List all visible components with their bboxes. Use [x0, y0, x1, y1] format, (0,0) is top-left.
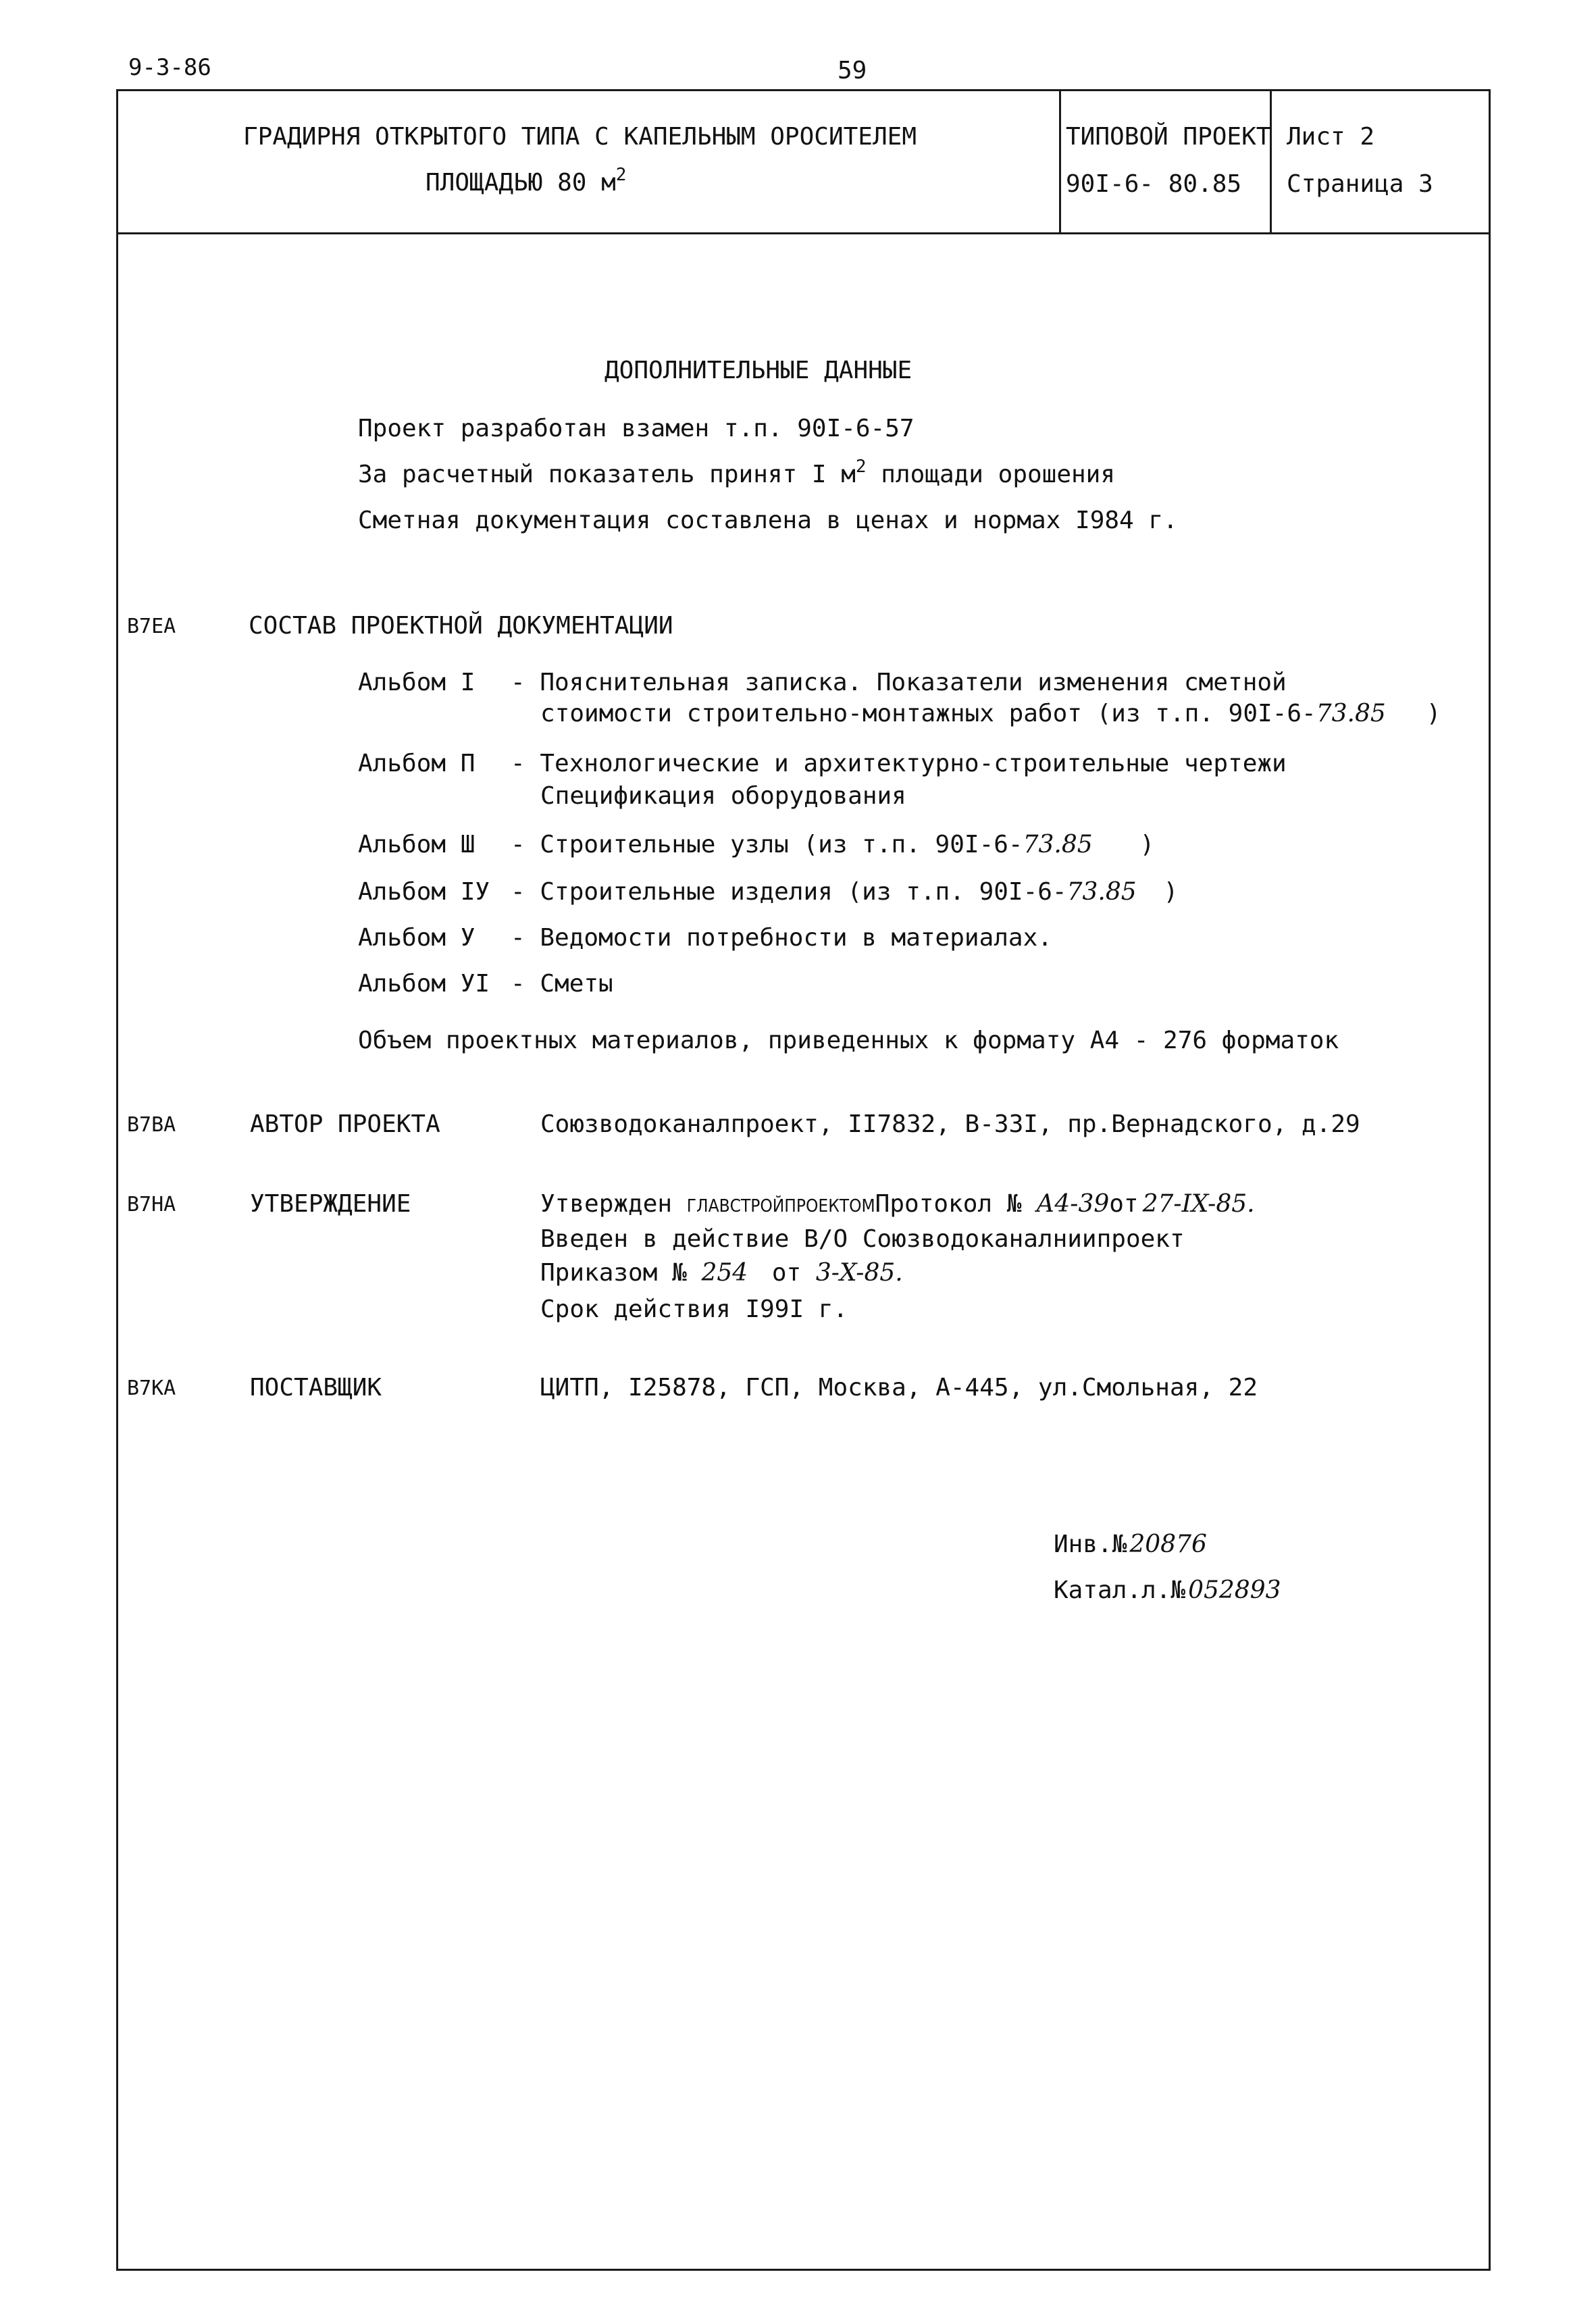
title-block-divider-1	[1059, 89, 1061, 234]
album-1-close-paren: )	[1426, 700, 1441, 727]
album-6-name: Альбом УI	[358, 970, 490, 998]
album-2-text-2: Спецификация оборудования	[540, 782, 906, 810]
inventory-number: 20876	[1129, 1531, 1207, 1558]
page-label: Страница 3	[1287, 170, 1433, 198]
title-line-1: ГРАДИРНЯ ОТКРЫТОГО ТИПА С КАПЕЛЬНЫМ ОРОСИТЕЛЕМ	[243, 123, 917, 151]
supplier-value: ЦИТП, I25878, ГСП, Москва, А-445, ул.Смольная, 22	[540, 1374, 1258, 1402]
approval-stamp-text: ГЛАВСТРОЙПРОЕКТОМ	[686, 1196, 875, 1216]
supplier-label: ПОСТАВЩИК	[250, 1374, 382, 1402]
materials-volume: Объем проектных материалов, приведенных к формату А4 - 276 форматок	[358, 1027, 1339, 1054]
album-1-handwritten-number: 73.85	[1316, 700, 1386, 727]
approved-by-text: Утвержден	[540, 1190, 673, 1218]
album-3-handwritten-number: 73.85	[1023, 831, 1093, 858]
author-value: Союзводоканалпроект, II7832, В-33I, пр.Вернадского, д.29	[540, 1110, 1360, 1138]
protocol-date: 27-IX-85.	[1142, 1190, 1255, 1218]
album-2-name: Альбом П	[358, 750, 475, 777]
album-3-close-paren: )	[1139, 831, 1155, 858]
album-5-name: Альбом У	[358, 924, 475, 952]
approval-line-2: Введен в действие В/О Союзводоканалниипроект	[540, 1225, 1185, 1253]
author-code: В7ВА	[127, 1113, 176, 1137]
album-4-close-paren: )	[1163, 878, 1179, 906]
album-6-text: - Сметы	[511, 970, 613, 998]
title-block-divider-2	[1270, 89, 1272, 234]
order-from: от	[771, 1259, 802, 1287]
inventory-label: Инв.№	[1054, 1531, 1127, 1558]
order-date: 3-X-85.	[815, 1259, 903, 1287]
protocol-number: А4-39	[1036, 1190, 1110, 1218]
catalog-line	[1054, 1576, 1281, 1604]
approval-line-3	[540, 1259, 903, 1287]
type-project-number: 90I-6- 80.85	[1066, 170, 1242, 198]
additional-line-2-sup: 2	[855, 457, 867, 477]
approval-line-1	[540, 1190, 1255, 1218]
album-2-text: - Технологические и архитектурно-строительные чертежи	[511, 750, 1287, 777]
album-1-text: - Пояснительная записка. Показатели изменения сметной	[511, 669, 1287, 696]
album-4-text	[511, 878, 1178, 906]
title-line-2-text: ПЛОЩАДЬЮ 80 м	[426, 169, 616, 197]
album-4-text-print: - Строительные изделия (из т.п. 90I-6-	[511, 878, 1067, 906]
album-1-text-2-print: стоимости строительно-монтажных работ (из т.п. 90I-6-	[540, 700, 1316, 727]
album-3-text-print: - Строительные узлы (из т.п. 90I-6-	[511, 831, 1023, 858]
title-block-bottom-rule	[116, 232, 1491, 234]
title-line-2	[426, 165, 627, 197]
album-5-text: - Ведомости потребности в материалах.	[511, 924, 1052, 952]
doc-mark: 9-3-86	[128, 54, 211, 81]
catalog-label: Катал.л.№	[1054, 1576, 1186, 1604]
approval-code: В7НА	[127, 1193, 176, 1216]
catalog-number: 052893	[1188, 1576, 1281, 1604]
additional-line-2-prefix: За расчетный показатель принят I м	[358, 461, 856, 488]
album-4-handwritten-number: 73.85	[1066, 878, 1137, 906]
author-label: АВТОР ПРОЕКТА	[250, 1110, 440, 1138]
album-4-name: Альбом IУ	[358, 878, 490, 906]
additional-line-3: Сметная документация составлена в ценах и нормах I984 г.	[358, 507, 1178, 534]
page-number: 59	[838, 57, 867, 84]
order-text: Приказом №	[540, 1259, 687, 1287]
additional-line-1: Проект разработан взамен т.п. 90I-6-57	[358, 415, 915, 442]
additional-line-2-suffix: площади орошения	[866, 461, 1116, 488]
album-1-name: Альбом I	[358, 669, 475, 696]
sheet-label: Лист 2	[1287, 123, 1375, 151]
supplier-code: В7КА	[127, 1377, 176, 1400]
approval-line-4: Срок действия I99I г.	[540, 1295, 848, 1323]
composition-heading: СОСТАВ ПРОЕКТНОЙ ДОКУМЕНТАЦИИ	[249, 612, 673, 640]
inventory-line	[1054, 1531, 1207, 1558]
type-project-label: ТИПОВОЙ ПРОЕКТ	[1066, 123, 1271, 151]
protocol-text: Протокол №	[875, 1190, 1022, 1218]
album-3-text	[511, 831, 1154, 858]
title-superscript: 2	[615, 165, 627, 185]
protocol-from: от	[1109, 1190, 1139, 1218]
album-1-text-2	[540, 700, 1441, 727]
additional-heading: ДОПОЛНИТЕЛЬНЫЕ ДАННЫЕ	[604, 357, 912, 384]
order-number: 254	[701, 1259, 748, 1287]
approval-label: УТВЕРЖДЕНИЕ	[250, 1190, 411, 1218]
album-3-name: Альбом Ш	[358, 831, 475, 858]
additional-line-2	[358, 457, 1116, 488]
composition-code: В7ЕА	[127, 615, 176, 638]
